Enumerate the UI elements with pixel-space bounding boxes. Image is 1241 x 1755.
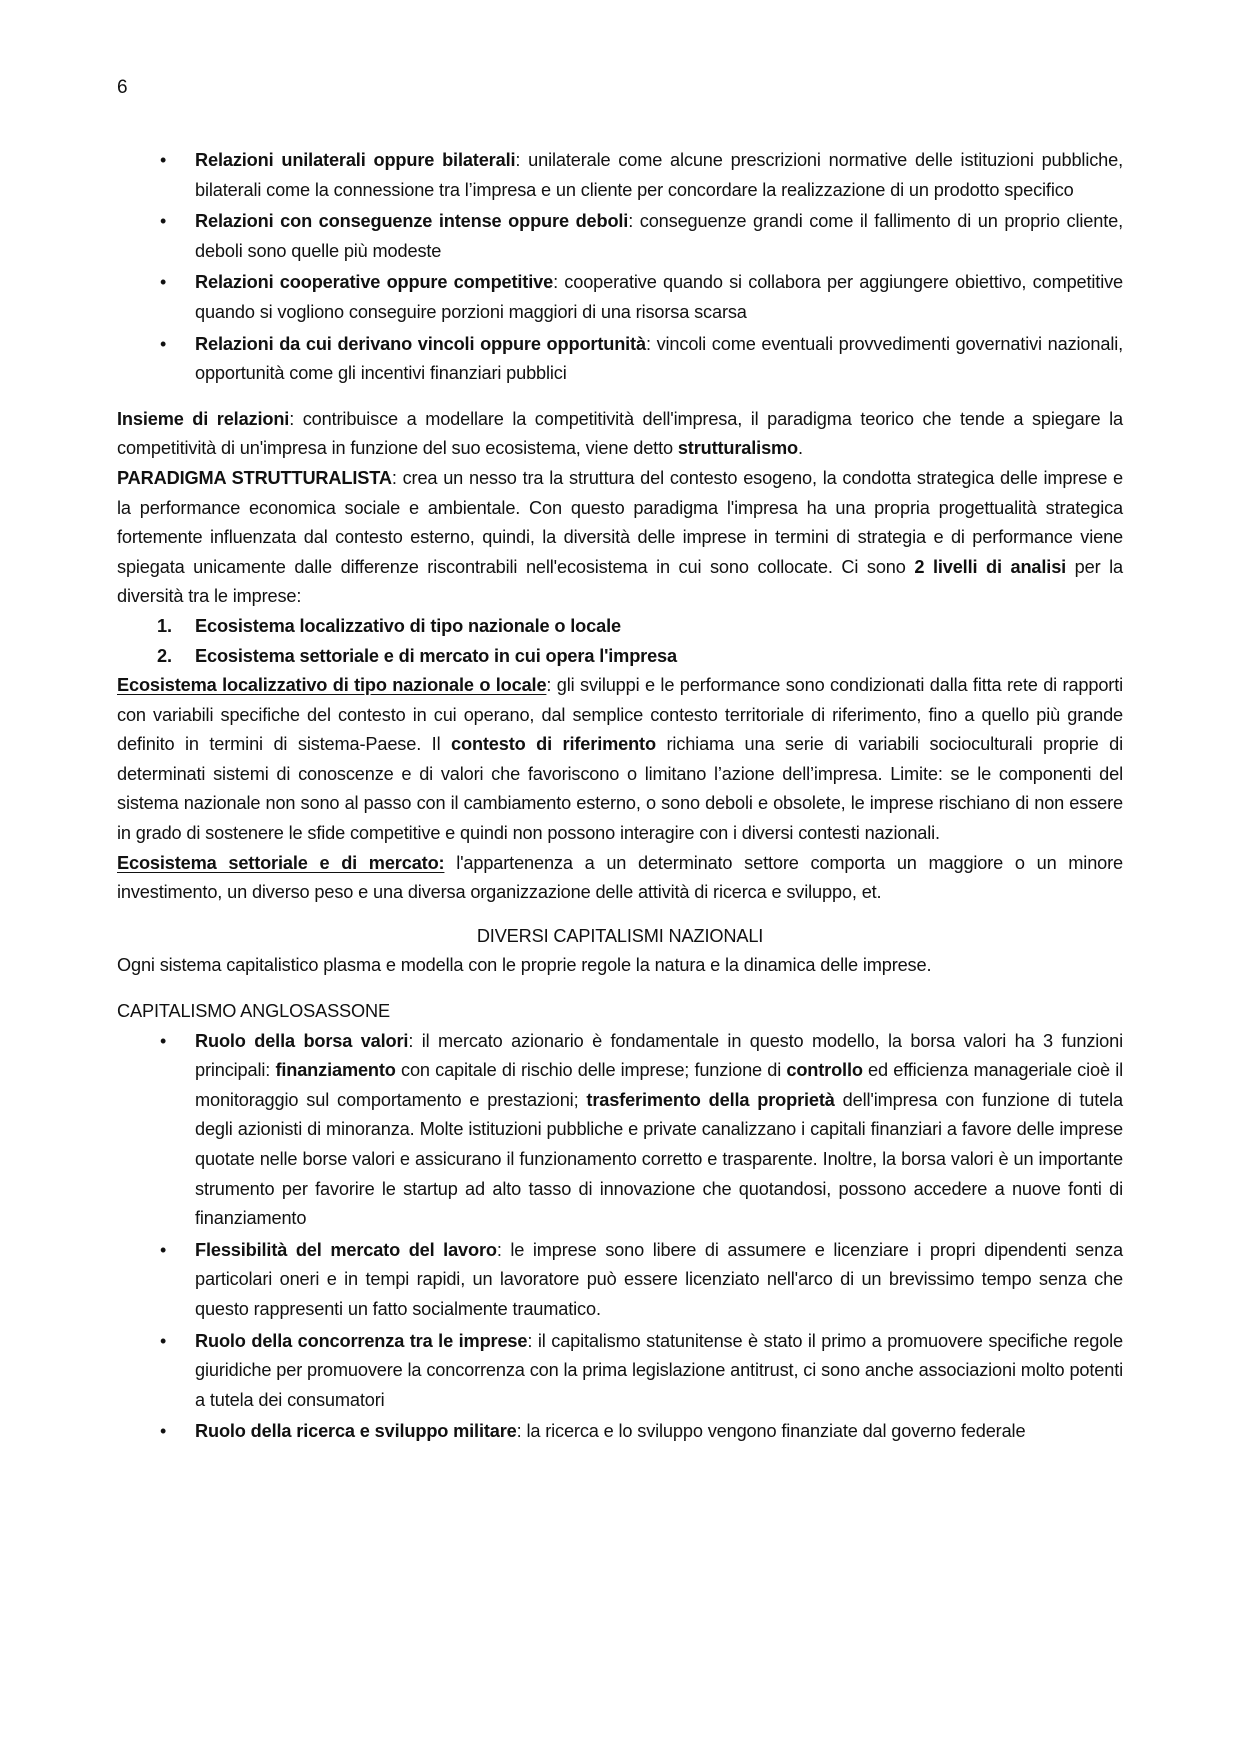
list-item: [160, 268, 1123, 327]
item-title: Flessibilità del mercato del lavoro: [195, 1239, 497, 1260]
eco-local-text-end: richiama una serie di variabili socioculturali proprie di determinati sistemi di conoscenze e di valori che favoriscono o limitano l’azione dell’impresa. Limite: se le componenti del sistema nazionale non sono al passo con il cambiamento esterno, o sono deboli e obsolete, le imprese rischiano di non essere in grado di sostenere le sfide competitive e quindi non possono interagire con i diversi contesti nazionali.: [117, 734, 1124, 844]
strutturalismo-term: strutturalismo: [677, 438, 799, 459]
item-bold: finanziamento: [275, 1060, 396, 1081]
item-text: con capitale di rischio delle imprese; funzione di: [395, 1060, 787, 1081]
item-text: : vincoli come eventuali provvedimenti governativi nazionali, opportunità come gli incentivi finanziari pubblici: [195, 333, 1124, 384]
bullet-icon: •: [160, 1239, 167, 1260]
list-item: [160, 1027, 1123, 1234]
page-content: [117, 146, 1123, 1449]
insieme-end: .: [798, 438, 803, 459]
item-bold: controllo: [786, 1060, 863, 1081]
section-heading: DIVERSI CAPITALISMI NAZIONALI: [476, 925, 764, 946]
item-text: : il capitalismo statunitense è stato il primo a promuovere specifiche regole giuridiche per promuovere la concorrenza con la prima legislazione antitrust, ci sono anche associazioni molto potenti a tutela dei consumatori: [195, 1330, 1123, 1410]
eco-sector-text: l'appartenenza a un determinato settore comporta un maggiore o un minore investimento, un diverso peso e una diversa organizzazione delle attività di ricerca e sviluppo, et.: [117, 852, 1123, 903]
bullet-icon: •: [160, 211, 167, 232]
item-text: : conseguenze grandi come il fallimento di un proprio cliente, deboli sono quelle più modeste: [195, 211, 1123, 261]
list-item: [160, 207, 1123, 266]
eco-local-paragraph: [117, 671, 1123, 849]
eco-sector-label: Ecosistema settoriale e di mercato:: [117, 852, 445, 873]
bullet-icon: •: [160, 150, 167, 170]
paradigma-paragraph: [117, 464, 1123, 612]
capitalismi-intro: Ogni sistema capitalistico plasma e modella con le proprie regole la natura e la dinamica delle imprese.: [117, 955, 932, 976]
list-number: 2.: [157, 645, 172, 666]
relations-list: [117, 146, 1123, 389]
item-title: Ruolo della concorrenza tra le imprese: [195, 1330, 528, 1351]
item-title: Relazioni con conseguenze intense oppure deboli: [195, 211, 629, 232]
page-number: 6: [117, 77, 128, 98]
list-item: [160, 330, 1124, 389]
bullet-icon: •: [160, 1421, 167, 1442]
contesto-bold: contesto di riferimento: [451, 734, 656, 755]
levels-list: [117, 612, 1123, 671]
bullet-icon: •: [160, 333, 167, 354]
list-item: [160, 146, 1123, 205]
anglosassone-list: [117, 1027, 1123, 1447]
bullet-icon: •: [160, 272, 167, 293]
eco-local-label: Ecosistema localizzativo di tipo nazionale o locale: [117, 675, 547, 696]
item-text: : la ricerca e lo sviluppo vengono finanziate dal governo federale: [516, 1421, 1026, 1442]
item-title: Relazioni da cui derivano vincoli oppure opportunità: [195, 333, 646, 354]
item-bold: trasferimento della proprietà: [586, 1089, 835, 1110]
item-title: Ruolo della borsa valori: [195, 1030, 409, 1051]
insieme-paragraph: [117, 405, 1123, 464]
paradigma-label: PARADIGMA STRUTTURALISTA: [117, 467, 392, 488]
item-title: Relazioni cooperative oppure competitive: [195, 272, 554, 293]
list-item: [160, 1327, 1123, 1416]
item-text: : le imprese sono libere di assumere e licenziare i propri dipendenti senza particolari oneri e in tempi rapidi, un lavoratore può essere licenziato nell'arco di un brevissimo tempo senza che questo rappresenti un fatto socialmente traumatico.: [195, 1239, 1123, 1319]
insieme-text: : contribuisce a modellare la competitività dell'impresa, il paradigma teorico che tende a spiegare la competitività di un'impresa in funzione del suo ecosistema, viene detto: [117, 408, 1123, 459]
level-text: Ecosistema localizzativo di tipo nazionale o locale: [195, 615, 621, 636]
item-title: Ruolo della ricerca e sviluppo militare: [195, 1421, 517, 1442]
paradigma-text-end: per la diversità tra le imprese:: [117, 556, 1123, 607]
bullet-icon: •: [160, 1330, 167, 1351]
list-item: [157, 642, 1123, 672]
paradigma-text: : crea un nesso tra la struttura del contesto esogeno, la condotta strategica delle imprese e la performance economica sociale e ambientale. Con questo paradigma l'impresa ha una propria progettualità strategica fortemente influenzata dal contesto esterno, quindi, la diversità delle imprese in termini di strategia e di performance viene spiegata unicamente dalle differenze riscontrabili nell'ecosistema in cui sono collocate. Ci sono: [117, 467, 1123, 577]
insieme-label: Insieme di relazioni: [117, 408, 290, 429]
list-item: [157, 612, 1123, 642]
item-title: Relazioni unilaterali oppure bilaterali: [195, 150, 516, 170]
list-item: [160, 1236, 1123, 1325]
item-text: dell'impresa con funzione di tutela degli azionisti di minoranza. Molte istituzioni pubbliche e private canalizzano i capitali finanziari a favore delle imprese quotate nelle borse valori e assicurano il funzionamento corretto e trasparente. Inoltre, la borsa valori è un importante strumento per favorire le startup ad alto tasso di innovazione che quotandosi, possono accedere a nuove fonti di finanziamento: [195, 1089, 1123, 1229]
list-item: [160, 1417, 1123, 1447]
levels-bold: 2 livelli di analisi: [914, 556, 1067, 577]
item-text: ed efficienza manageriale cioè il monitoraggio sul comportamento e prestazioni;: [195, 1060, 1123, 1110]
level-text: Ecosistema settoriale e di mercato in cui opera l'impresa: [195, 645, 677, 666]
bullet-icon: •: [160, 1030, 167, 1051]
eco-local-text: : gli sviluppi e le performance sono condizionati dalla fitta rete di rapporti con variabili specifiche del contesto in cui operano, dal semplice contesto territoriale di riferimento, fino a quello più grande definito in termini di sistema-Paese. Il: [117, 675, 1123, 755]
item-text: : unilaterale come alcune prescrizioni normative delle istituzioni pubbliche, bilaterali come la connessione tra l’impresa e un cliente per concordare la realizzazione di un prodotto specifico: [195, 150, 1123, 200]
list-number: 1.: [157, 615, 172, 636]
item-text: : cooperative quando si collabora per aggiungere obiettivo, competitive quando si vogliono conseguire porzioni maggiori di una risorsa scarsa: [195, 272, 1123, 322]
subsection-heading: CAPITALISMO ANGLOSASSONE: [117, 1001, 390, 1022]
item-text: : il mercato azionario è fondamentale in questo modello, la borsa valori ha 3 funzioni principali:: [195, 1030, 1123, 1081]
eco-sector-paragraph: [117, 849, 1123, 908]
